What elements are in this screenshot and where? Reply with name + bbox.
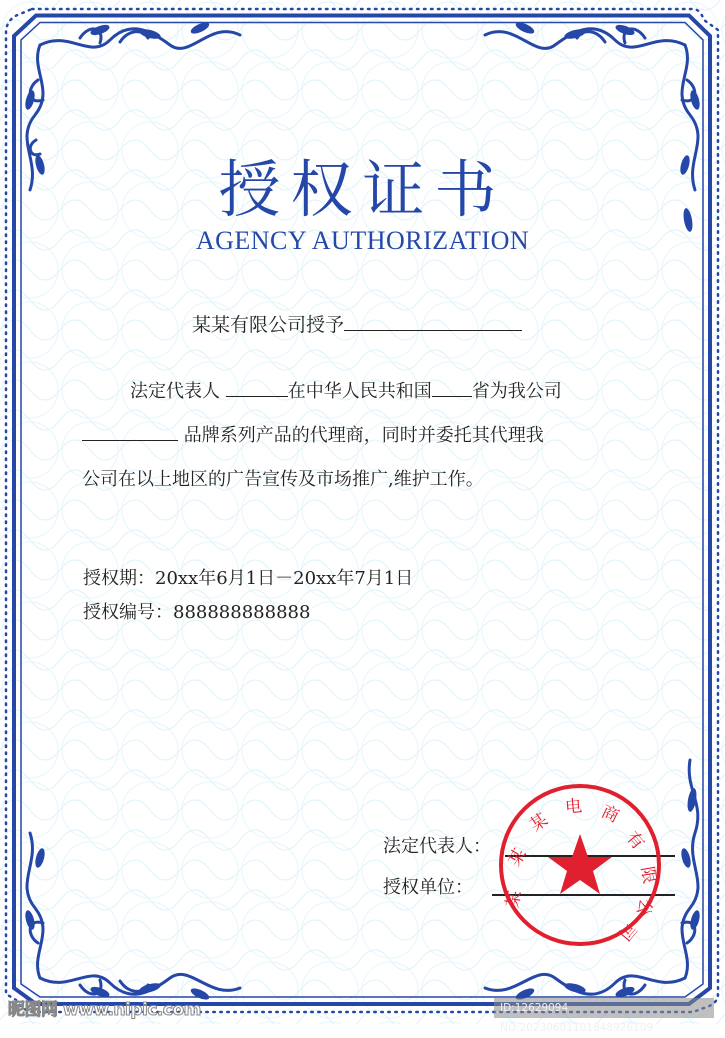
seal-char: 某 [502,889,526,910]
seal-char: 有 [621,827,648,854]
paragraph-text: 品牌系列产品的代理商，同时并委托其代理我 [183,425,544,446]
unit-signature-label: 授权单位： [383,877,473,898]
seal-char: 公 [631,896,656,919]
seal-char: 限 [636,865,660,886]
seal-char: 某 [504,845,531,870]
grantee-blank[interactable] [344,310,522,331]
brand-blank[interactable] [82,420,178,441]
province-blank[interactable] [432,376,472,397]
representative-blank[interactable] [226,376,288,397]
paragraph-text: 在中华人民共和国 [287,381,432,402]
period-value: 20xx年6月1日－20xx年7月1日 [155,568,414,589]
watermark-site: 昵图网 www.nipic.com [8,1000,201,1020]
period-label: 授权期： [83,568,155,589]
seal-char: 司 [613,918,640,945]
certificate-subtitle: AGENCY AUTHORIZATION [195,226,530,255]
company-seal [497,782,663,948]
paragraph-line-1 [130,370,700,414]
number-label: 授权编号： [83,602,173,623]
seal-char: 商 [598,801,623,828]
watermark-id: ID:12629094 NO:20230601101848926109 [494,998,714,1018]
certificate-title: 授权证书 [218,153,507,226]
paragraph-line-2 [82,414,652,458]
authorization-number [83,598,310,624]
grant-line [192,310,522,337]
seal-char: 某 [526,809,552,836]
grant-text: 某某有限公司授予 [192,314,345,336]
number-value: 888888888888 [173,602,311,623]
paragraph-line-3 [82,458,652,502]
paragraph-text: 省为我公司 [471,381,562,402]
seal-char: 电 [564,796,583,818]
seal-star-icon [548,834,612,894]
paragraph-text: 法定代表人 [130,381,220,402]
paragraph-text: 公司在以上地区的广告宣传及市场推广,维护工作。 [82,469,484,490]
representative-signature-label: 法定代表人： [383,836,491,857]
authorization-period [83,564,413,590]
